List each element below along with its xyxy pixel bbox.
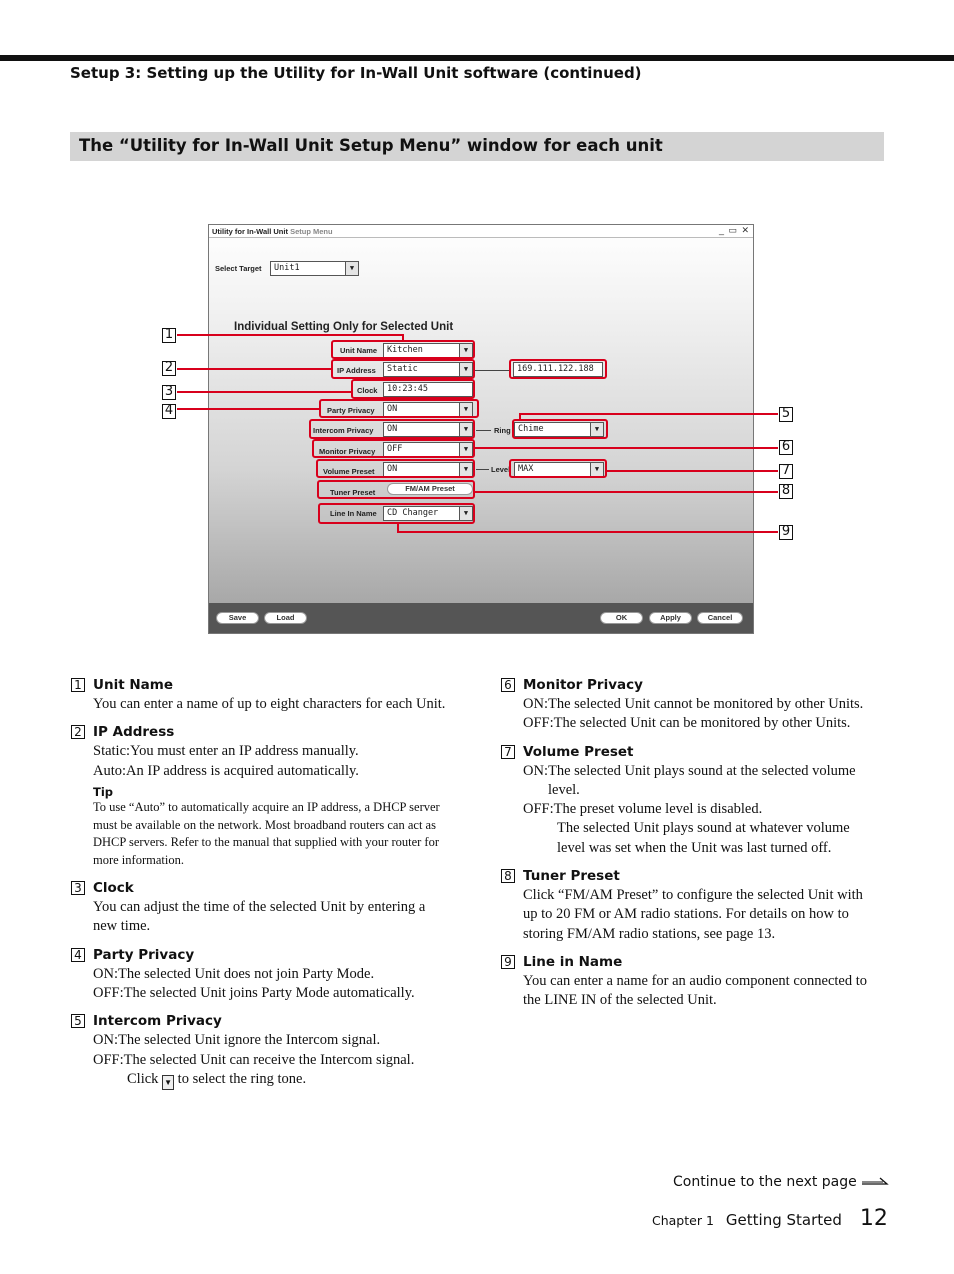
monitor-privacy-label: Monitor Privacy (319, 447, 376, 456)
option-text: The selected Unit can be monitored by other Units. (553, 715, 851, 732)
option-list (500, 695, 880, 734)
individual-setting-heading: Individual Setting Only for Selected Unit (234, 321, 454, 333)
dropdown-arrow-icon[interactable]: ▼ (459, 463, 472, 476)
fm-am-preset-button[interactable]: FM/AM Preset (387, 483, 473, 495)
item-text: You can enter a name for an audio component connected to the LINE IN of the selected Unit. (523, 972, 867, 1009)
option-key: ON: (93, 1032, 118, 1049)
window-button-bar (209, 603, 753, 633)
page-number: 12 (859, 1206, 888, 1231)
chapter-label: Chapter 1 (652, 1213, 714, 1228)
item-title: Unit Name (93, 677, 173, 693)
unit-name-value: Kitchen (387, 345, 423, 355)
dropdown-arrow-icon[interactable]: ▼ (590, 463, 603, 476)
window-title-bar (209, 225, 753, 238)
click-pre: Click (127, 1070, 163, 1087)
item-number: 3 (71, 881, 85, 895)
page-header: Setup 3: Setting up the Utility for In-Wall Unit software (continued) (70, 64, 642, 82)
item-unit-name (70, 676, 450, 714)
right-column (500, 676, 880, 1020)
callout-9: 9 (779, 525, 793, 540)
connector-line (476, 469, 489, 470)
arrow-right-icon (861, 1176, 889, 1186)
option-key: Static: (93, 743, 131, 760)
save-button[interactable]: Save (216, 612, 259, 624)
callout-3: 3 (162, 385, 176, 400)
item-title: Line in Name (523, 953, 623, 970)
tip-heading: Tip (93, 784, 114, 799)
option-key: Auto: (93, 762, 127, 779)
top-rule (0, 55, 954, 61)
monitor-privacy-dropdown[interactable] (383, 442, 473, 457)
ip-mode-value: Static (387, 364, 418, 374)
item-ip-address (70, 723, 450, 870)
dropdown-arrow-icon[interactable]: ▼ (459, 507, 472, 520)
callout-2: 2 (162, 361, 176, 376)
monitor-privacy-value: OFF (387, 444, 403, 454)
item-volume-preset (500, 743, 880, 858)
setup-menu-window (208, 224, 754, 634)
connector-line (476, 430, 491, 431)
intercom-privacy-dropdown[interactable] (383, 422, 473, 437)
callout-4: 4 (162, 404, 176, 419)
left-column (70, 676, 450, 1099)
item-number: 4 (71, 948, 85, 962)
dropdown-arrow-icon[interactable]: ▼ (345, 262, 358, 275)
chapter-title: Getting Started (725, 1211, 842, 1229)
item-number: 7 (501, 745, 515, 759)
level-dropdown[interactable] (514, 462, 604, 477)
click-instruction (70, 1070, 450, 1090)
unit-name-field[interactable] (383, 343, 473, 358)
option-key: ON: (93, 965, 118, 982)
tuner-preset-label: Tuner Preset (330, 488, 376, 497)
dropdown-arrow-icon[interactable]: ▼ (459, 344, 472, 357)
intercom-privacy-label: Intercom Privacy (313, 426, 374, 435)
item-line-in-name (500, 953, 880, 1011)
ip-address-field[interactable]: 169.111.122.188 (513, 362, 603, 377)
item-text: Click “FM/AM Preset” to configure the selected Unit with up to 20 FM or AM radio stations. For details on how to storing FM/AM radio stations, see page 13. (523, 887, 863, 942)
unit-name-label: Unit Name (340, 346, 378, 355)
dropdown-arrow-icon[interactable]: ▼ (459, 403, 472, 416)
callout-8: 8 (779, 484, 793, 499)
option-list (70, 742, 450, 781)
cancel-button[interactable]: Cancel (697, 612, 743, 624)
clock-label: Clock (357, 386, 378, 395)
option-key: OFF: (93, 984, 124, 1001)
option-list (70, 1031, 450, 1070)
ok-button[interactable]: OK (600, 612, 643, 624)
item-title: Tuner Preset (523, 868, 620, 885)
item-title: Monitor Privacy (523, 677, 643, 693)
option-text: The selected Unit joins Party Mode automatically. (123, 984, 415, 1001)
level-value: MAX (518, 464, 534, 474)
dropdown-arrow-icon[interactable]: ▼ (459, 363, 472, 376)
load-button[interactable]: Load (264, 612, 307, 624)
item-title: Clock (93, 880, 134, 897)
dropdown-arrow-icon[interactable]: ▼ (459, 423, 472, 436)
window-title: Utility for In-Wall Unit (212, 227, 288, 236)
party-privacy-value: ON (387, 404, 398, 414)
item-title: Party Privacy (93, 946, 195, 963)
item-clock (70, 879, 450, 937)
item-number: 5 (71, 1014, 85, 1028)
volume-preset-dropdown[interactable] (383, 462, 473, 477)
item-number: 2 (71, 725, 85, 739)
option-text-continued: The selected Unit plays sound at whatever volume level was set when the Unit was last turned off. (557, 820, 850, 856)
item-title: Volume Preset (523, 743, 634, 760)
option-key: OFF: (93, 1051, 124, 1068)
level-label: Level (491, 465, 511, 474)
intercom-privacy-value: ON (387, 424, 398, 434)
option-text: The selected Unit ignore the Intercom signal. (117, 1032, 381, 1049)
window-subtitle: Setup Menu (290, 227, 333, 236)
select-target-dropdown[interactable] (270, 261, 359, 276)
ring-tone-value: Chime (518, 424, 544, 434)
option-list (500, 762, 880, 820)
item-title: IP Address (93, 724, 175, 741)
option-key: OFF: (523, 715, 554, 732)
option-key: ON: (523, 762, 548, 779)
option-key: OFF: (523, 801, 554, 818)
option-text: The selected Unit plays sound at the selected volume level. (547, 762, 856, 798)
click-post: to select the ring tone. (174, 1070, 307, 1087)
callout-1: 1 (162, 328, 176, 343)
item-tuner-preset (500, 867, 880, 944)
section-heading: The “Utility for In-Wall Unit Setup Menu” window for each unit (79, 136, 663, 155)
callout-7: 7 (779, 464, 793, 479)
line-in-name-field[interactable] (383, 506, 473, 521)
dropdown-arrow-icon: ▼ (162, 1075, 174, 1090)
section-heading-band (70, 132, 884, 161)
callout-5: 5 (779, 407, 793, 422)
dropdown-arrow-icon[interactable]: ▼ (590, 423, 603, 436)
tip-text: To use “Auto” to automatically acquire an IP address, a DHCP server must be available on the network. Most broadband routers can act as DHCP servers. Refer to the manual that supplied with your router for more information. (93, 799, 440, 868)
connector-line (475, 370, 511, 371)
clock-field[interactable]: 10:23:45 (383, 382, 473, 397)
item-number: 9 (501, 955, 515, 969)
option-text: The selected Unit does not join Party Mode. (117, 965, 375, 982)
window-controls[interactable]: _ ▭ ✕ (718, 225, 750, 235)
item-party-privacy (70, 946, 450, 1004)
select-target-label: Select Target (215, 264, 262, 273)
select-target-value: Unit1 (274, 263, 300, 273)
option-text: The selected Unit cannot be monitored by other Units. (547, 696, 864, 712)
dropdown-arrow-icon[interactable]: ▼ (459, 443, 472, 456)
option-text: You must enter an IP address manually. (130, 743, 359, 760)
item-number: 6 (501, 678, 515, 692)
ip-mode-dropdown[interactable] (383, 362, 473, 377)
callout-6: 6 (779, 440, 793, 455)
item-number: 1 (71, 678, 85, 692)
option-text: An IP address is acquired automatically. (126, 762, 359, 779)
apply-button[interactable]: Apply (649, 612, 692, 624)
ring-tone-dropdown[interactable] (514, 422, 604, 437)
ip-address-label: IP Address (337, 366, 376, 375)
line-in-name-label: Line In Name (330, 509, 377, 518)
page-footer (652, 1206, 888, 1231)
line-in-name-value: CD Changer (387, 508, 439, 518)
volume-preset-label: Volume Preset (323, 467, 375, 476)
volume-preset-value: ON (387, 464, 398, 474)
option-list (70, 965, 450, 1004)
continue-note (673, 1174, 889, 1190)
item-monitor-privacy (500, 676, 880, 734)
option-text: The selected Unit can receive the Intercom signal. (123, 1051, 415, 1068)
continue-text: Continue to the next page (673, 1174, 857, 1190)
option-key: ON: (523, 696, 548, 712)
party-privacy-dropdown[interactable] (383, 402, 473, 417)
item-title: Intercom Privacy (93, 1013, 222, 1030)
ring-label: Ring (494, 426, 511, 435)
item-text: You can adjust the time of the selected Unit by entering a new time. (93, 899, 426, 935)
item-intercom-privacy (70, 1012, 450, 1090)
party-privacy-label: Party Privacy (327, 406, 375, 415)
item-text: You can enter a name of up to eight characters for each Unit. (93, 696, 446, 712)
item-number: 8 (501, 869, 515, 883)
option-text: The preset volume level is disabled. (553, 801, 763, 818)
